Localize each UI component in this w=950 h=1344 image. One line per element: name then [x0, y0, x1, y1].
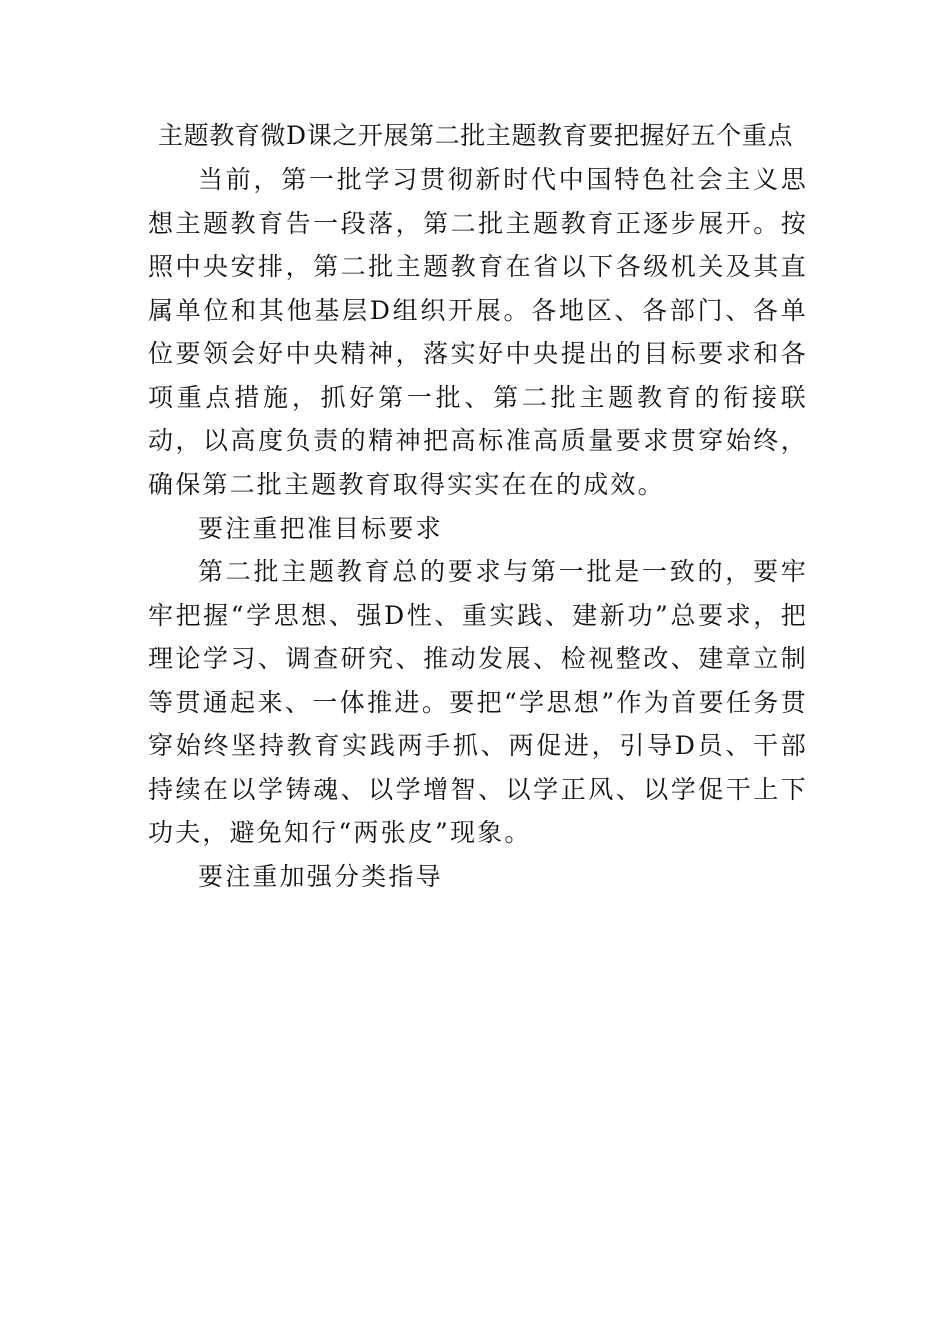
section-heading-goals: 要注重把准目标要求	[198, 514, 443, 543]
paragraph-intro: 当前，第一批学习贯彻新时代中国特色社会主义思想主题教育告一段落，第二批主题教育正逐步展开。按照中央安排，第二批主题教育在省以下各级机关及其直属单位和其他基层D组织开展。各地区、各部门、各单位要领会好中央精神，落实好中央提出的目标要求和各项重点措施，抓好第一批、第二批主题教育的衔接联动，以高度负责的精神把高标准高质量要求贯穿始终，确保第二批主题教育取得实实在在的成效。	[148, 165, 808, 499]
paragraph-goals: 第二批主题教育总的要求与第一批是一致的，要牢牢把握“学思想、强D性、重实践、建新功”总要求，把理论学习、调查研究、推动发展、检视整改、建章立制等贯通起来、一体推进。要把“学思想”作为首要任务贯穿始终坚持教育实践两手抓、两促进，引导D员、干部持续在以学铸魂、以学增智、以学正风、以学促干上下功夫，避免知行“两张皮”现象。	[148, 557, 808, 847]
document-title: 主题教育微D课之开展第二批主题教育要把握好五个重点	[158, 121, 794, 150]
section-heading-guidance: 要注重加强分类指导	[198, 862, 443, 891]
